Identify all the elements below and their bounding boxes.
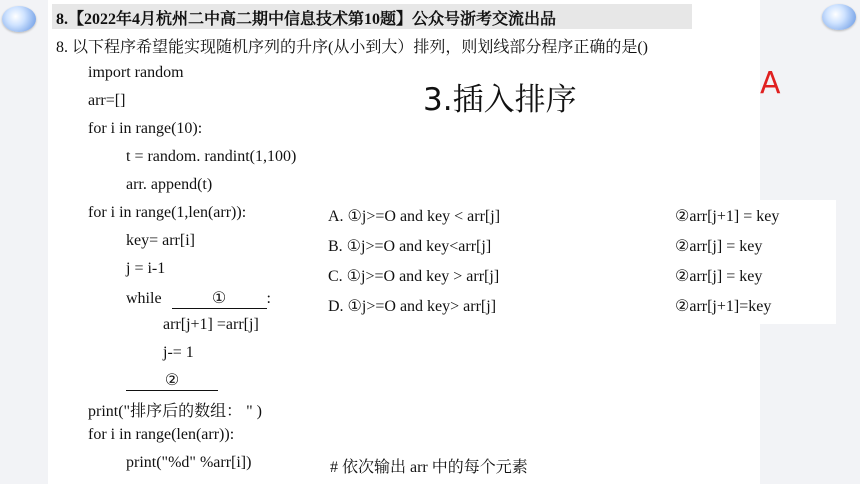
bubble-decoration-right — [822, 4, 856, 30]
option-b-condition: B. ①j>=O and key<arr[j] — [328, 238, 492, 255]
code-line: j = i-1 — [126, 260, 166, 277]
option-d-condition: D. ①j>=O and key> arr[j] — [328, 298, 497, 315]
answer-label: A — [760, 66, 781, 101]
option-d-statement: ②arr[j+1]=key — [675, 298, 772, 315]
bubble-decoration-left — [2, 6, 36, 32]
code-line: arr[j+1] =arr[j] — [163, 316, 259, 333]
option-c-statement: ②arr[j] = key — [675, 268, 763, 285]
code-line: for i in range(1,len(arr)): — [88, 204, 247, 221]
code-line: t = random. randint(1,100) — [126, 148, 297, 165]
code-line: for i in range(len(arr)): — [88, 426, 235, 443]
code-line: import random — [88, 64, 184, 81]
code-line: j-= 1 — [163, 344, 194, 361]
option-a-statement: ②arr[j+1] = key — [675, 208, 780, 225]
code-line: key= arr[i] — [126, 232, 195, 249]
code-line: arr=[] — [88, 92, 126, 109]
blank-2: ② — [126, 370, 218, 391]
code-colon: : — [266, 290, 271, 307]
option-a-condition: A. ①j>=O and key < arr[j] — [328, 208, 501, 225]
blank-1: ① — [172, 288, 267, 309]
code-line: arr. append(t) — [126, 176, 213, 193]
code-line-while — [126, 288, 271, 309]
options-panel — [320, 200, 836, 324]
option-c-condition: C. ①j>=O and key > arr[j] — [328, 268, 500, 285]
question-title: 8.【2022年4月杭州二中高二期中信息技术第10题】公众号浙考交流出品 — [56, 11, 557, 28]
code-line: for i in range(10): — [88, 120, 203, 137]
code-line-blank-2 — [126, 370, 218, 391]
code-line: print("排序后的数组： " ) — [88, 403, 262, 420]
code-line: print("%d" %arr[i]) — [126, 454, 252, 471]
question-text: 8. 以下程序希望能实现随机序列的升序(从小到大）排列，则划线部分程序正确的是() — [56, 39, 648, 56]
topic-heading: 3.插入排序 — [423, 82, 577, 118]
option-b-statement: ②arr[j] = key — [675, 238, 763, 255]
code-keyword-while: while — [126, 290, 162, 307]
code-comment: # 依次输出 arr 中的每个元素 — [330, 459, 528, 476]
